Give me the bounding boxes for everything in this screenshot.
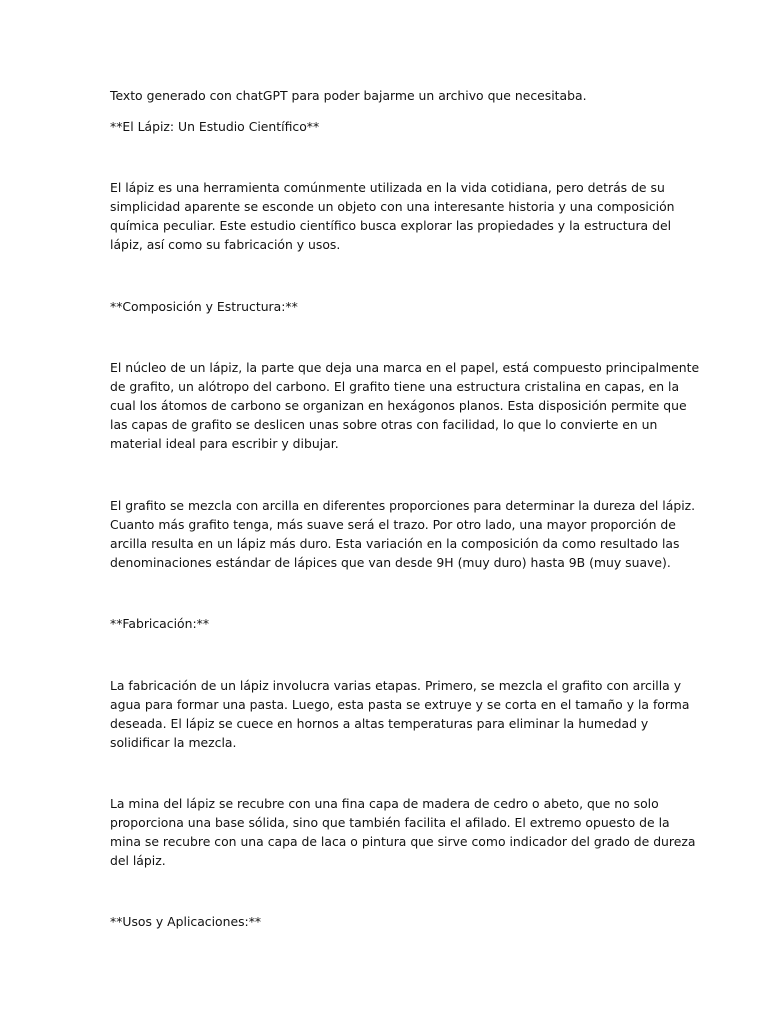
paragraph-line: lápiz, así como su fabricación y usos. [110,237,341,252]
document-title: **El Lápiz: Un Estudio Científico** [110,119,320,134]
paragraph-line: proporciona una base sólida, sino que también facilita el afilado. El extremo opuesto de la [110,815,670,830]
paragraph-line: denominaciones estándar de lápices que van desde 9H (muy duro) hasta 9B (muy suave). [110,555,671,570]
paragraph-line: agua para formar una pasta. Luego, esta pasta se extruye y se corta en el tamaño y la forma [110,697,690,712]
paragraph-line: El lápiz es una herramienta comúnmente utilizada en la vida cotidiana, pero detrás de su [110,180,665,195]
paragraph-line: La fabricación de un lápiz involucra varias etapas. Primero, se mezcla el grafito con arcilla y [110,678,682,693]
paragraph-line: mina se recubre con una capa de laca o pintura que sirve como indicador del grado de dureza [110,834,696,849]
paragraph-line: material ideal para escribir y dibujar. [110,436,339,451]
paragraph-line: solidificar la mezcla. [110,735,237,750]
paragraph-line: de grafito, un alótropo del carbono. El grafito tiene una estructura cristalina en capas, en la [110,379,680,394]
section-heading-composicion: **Composición y Estructura:** [110,299,298,314]
paragraph-line: El grafito se mezcla con arcilla en diferentes proporciones para determinar la dureza del lápiz. [110,498,696,513]
paragraph-line: del lápiz. [110,853,166,868]
section-heading-fabricacion: **Fabricación:** [110,616,210,631]
paragraph-line: deseada. El lápiz se cuece en hornos a altas temperaturas para eliminar la humedad y [110,716,649,731]
intro-note: Texto generado con chatGPT para poder bajarme un archivo que necesitaba. [110,88,587,103]
paragraph-line: química peculiar. Este estudio científico busca explorar las propiedades y la estructura del [110,218,672,233]
paragraph-line: El núcleo de un lápiz, la parte que deja una marca en el papel, está compuesto principalmente [110,360,700,375]
paragraph-line: simplicidad aparente se esconde un objeto con una interesante historia y una composición [110,199,675,214]
paragraph-line: Cuanto más grafito tenga, más suave será el trazo. Por otro lado, una mayor proporción de [110,517,676,532]
paragraph-line: La mina del lápiz se recubre con una fina capa de madera de cedro o abeto, que no solo [110,796,659,811]
paragraph-line: cual los átomos de carbono se organizan en hexágonos planos. Esta disposición permite que [110,398,687,413]
paragraph-line: arcilla resulta en un lápiz más duro. Esta variación en la composición da como resultado las [110,536,680,551]
paragraph-line: las capas de grafito se deslicen unas sobre otras con facilidad, lo que lo convierte en un [110,417,658,432]
section-heading-usos: **Usos y Aplicaciones:** [110,914,262,929]
